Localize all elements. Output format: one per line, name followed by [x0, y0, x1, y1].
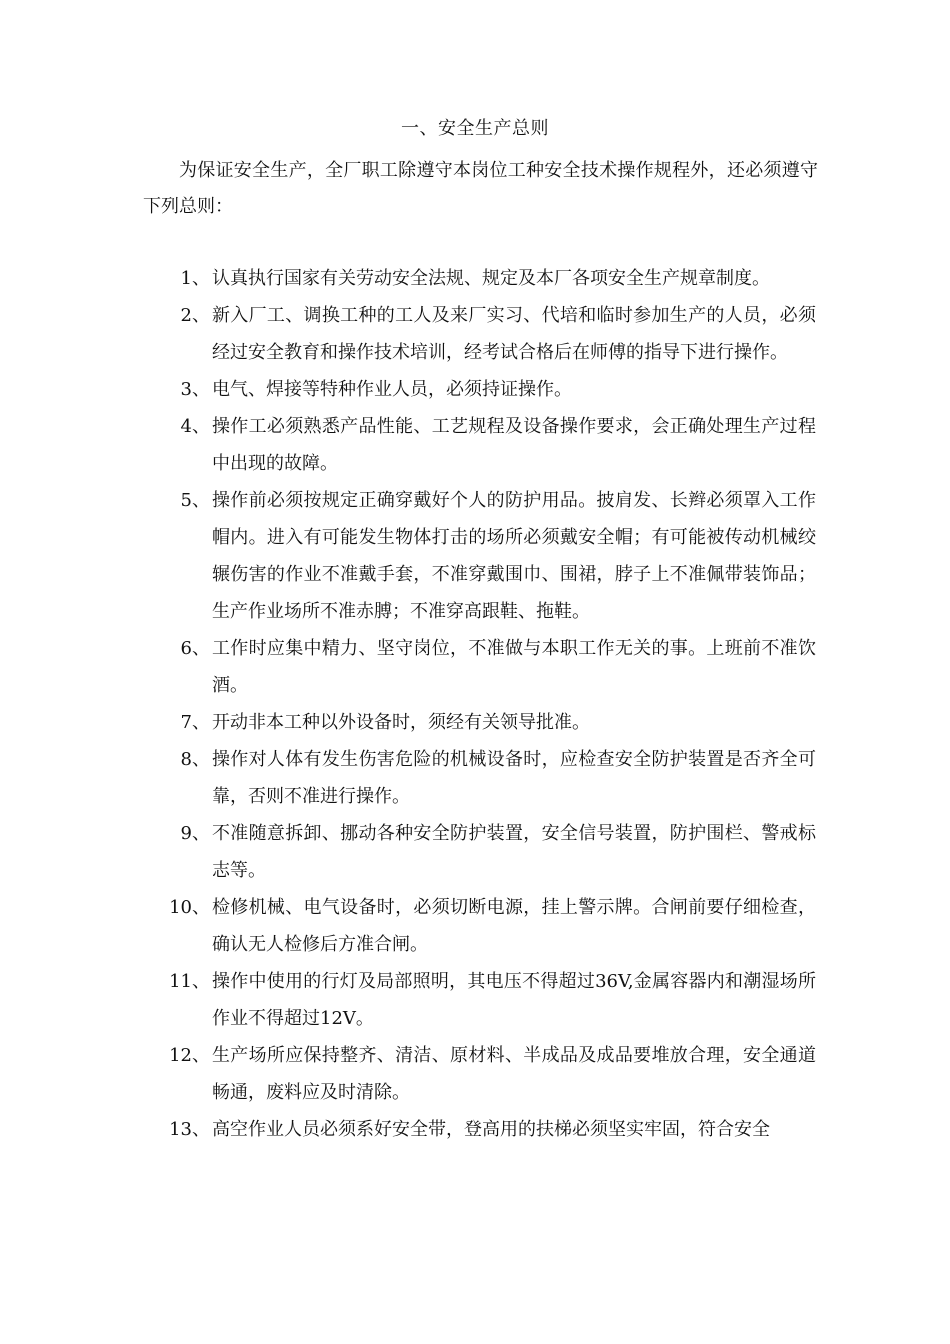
rule-number: 5、 [180, 490, 210, 511]
rule-text: 操作对人体有发生伤害危险的机械设备时，应检查安全防护装置是否齐全可靠，否则不准进行操作。 [212, 749, 816, 807]
rule-text: 开动非本工种以外设备时，须经有关领导批准。 [212, 712, 590, 733]
rule-text: 工作时应集中精力、坚守岗位，不准做与本职工作无关的事。上班前不准饮酒。 [212, 638, 816, 696]
rule-item [0, 297, 950, 371]
rule-item [0, 963, 950, 1037]
rule-number: 2、 [180, 305, 210, 326]
rule-number: 11、 [169, 971, 210, 992]
rule-item [0, 260, 950, 297]
rule-number: 7、 [180, 712, 210, 733]
rule-item [0, 408, 950, 482]
rule-number: 8、 [180, 749, 210, 770]
rule-number: 10、 [169, 897, 210, 918]
rule-item [0, 630, 950, 704]
rule-item [0, 741, 950, 815]
rule-number: 3、 [180, 379, 210, 400]
rule-text: 生产场所应保持整齐、清洁、原材料、半成品及成品要堆放合理，安全通道畅通，废料应及时清除。 [212, 1045, 816, 1103]
rule-item [0, 371, 950, 408]
rule-number: 1、 [180, 268, 210, 289]
rule-text: 新入厂工、调换工种的工人及来厂实习、代培和临时参加生产的人员，必须经过安全教育和操作技术培训，经考试合格后在师傅的指导下进行操作。 [212, 305, 816, 363]
section-title: 一、安全生产总则 [401, 118, 549, 139]
rules-list [0, 260, 950, 1148]
rule-item [0, 704, 950, 741]
rule-item [0, 815, 950, 889]
rule-number: 4、 [180, 416, 210, 437]
rule-number: 12、 [169, 1045, 210, 1066]
rule-text: 操作中使用的行灯及局部照明，其电压不得超过36V,金属容器内和潮湿场所作业不得超过12V。 [212, 971, 816, 1029]
rule-text: 不准随意拆卸、挪动各种安全防护装置，安全信号装置，防护围栏、警戒标志等。 [212, 823, 816, 881]
rule-item [0, 889, 950, 963]
rule-item [0, 482, 950, 630]
rule-text: 检修机械、电气设备时，必须切断电源，挂上警示牌。合闸前要仔细检查，确认无人检修后方准合闸。 [212, 897, 816, 955]
rule-item [0, 1111, 950, 1148]
rule-text: 操作工必须熟悉产品性能、工艺规程及设备操作要求，会正确处理生产过程中出现的故障。 [212, 416, 816, 474]
rule-text: 高空作业人员必须系好安全带，登高用的扶梯必须坚实牢固，符合安全 [212, 1119, 770, 1140]
rule-text: 电气、焊接等特种作业人员，必须持证操作。 [212, 379, 572, 400]
rule-text: 认真执行国家有关劳动安全法规、规定及本厂各项安全生产规章制度。 [212, 268, 770, 289]
rule-number: 9、 [180, 823, 210, 844]
rule-number: 6、 [180, 638, 210, 659]
rule-number: 13、 [169, 1119, 210, 1140]
rule-text: 操作前必须按规定正确穿戴好个人的防护用品。披肩发、长辫必须罩入工作帽内。进入有可能发生物体打击的场所必须戴安全帽；有可能被传动机械绞辗伤害的作业不准戴手套，不准穿戴围巾、围裙，脖子上不准佩带装饰品；生产作业场所不准赤膊；不准穿高跟鞋、拖鞋。 [212, 490, 816, 622]
rule-item [0, 1037, 950, 1111]
intro-paragraph: 为保证安全生产，全厂职工除遵守本岗位工种安全技术操作规程外，还必须遵守下列总则： [143, 160, 818, 217]
